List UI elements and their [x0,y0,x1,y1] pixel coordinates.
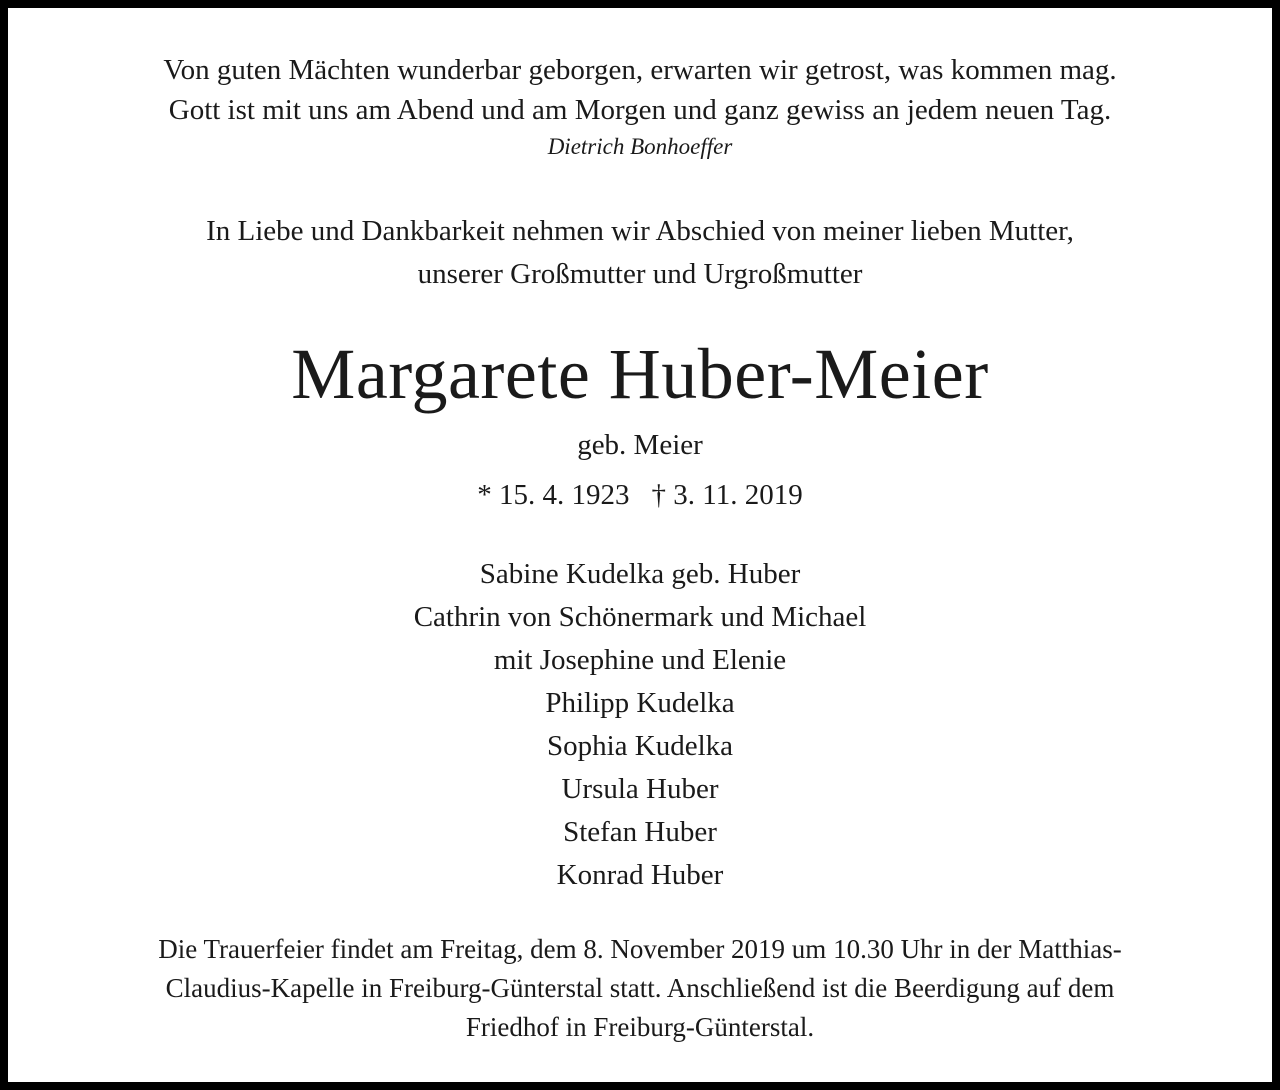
intro-line-2: unserer Großmutter und Urgroßmutter [417,258,863,290]
death-date: † 3. 11. 2019 [651,479,803,511]
intro-line-1: In Liebe und Dankbarkeit nehmen wir Abschied von meiner lieben Mutter, [206,215,1074,247]
service-line-3: Friedhof in Freiburg-Günterstal. [465,1012,815,1042]
service-line-2: Claudius-Kapelle in Freiburg-Günterstal statt. Anschließend ist die Beerdigung auf dem [165,973,1115,1003]
mourner-1: Sabine Kudelka geb. Huber [479,558,801,590]
life-dates [8,476,1272,514]
quote-author: Dietrich Bonhoeffer [547,134,733,159]
mourner-3: mit Josephine und Elenie [493,644,787,676]
mourner-4: Philipp Kudelka [545,687,735,719]
mourner-6: Ursula Huber [561,773,719,805]
birth-date: * 15. 4. 1923 [477,479,630,511]
mourner-2: Cathrin von Schönermark und Michael [413,601,867,633]
mourner-8: Konrad Huber [556,859,724,891]
service-line-1: Die Trauerfeier findet am Freitag, dem 8. November 2019 um 10.30 Uhr in der Matthias- [158,934,1122,964]
birth-name: geb. Meier [577,429,703,461]
mourner-7: Stefan Huber [563,816,717,848]
mourner-5: Sophia Kudelka [546,730,734,762]
quote-line-1: Von guten Mächten wunderbar geborgen, erwarten wir getrost, was kommen mag. [163,54,1117,86]
deceased-name: Margarete Huber-Meier [291,334,989,414]
quote-line-2: Gott ist mit uns am Abend und am Morgen und ganz gewiss an jedem neuen Tag. [168,94,1112,126]
